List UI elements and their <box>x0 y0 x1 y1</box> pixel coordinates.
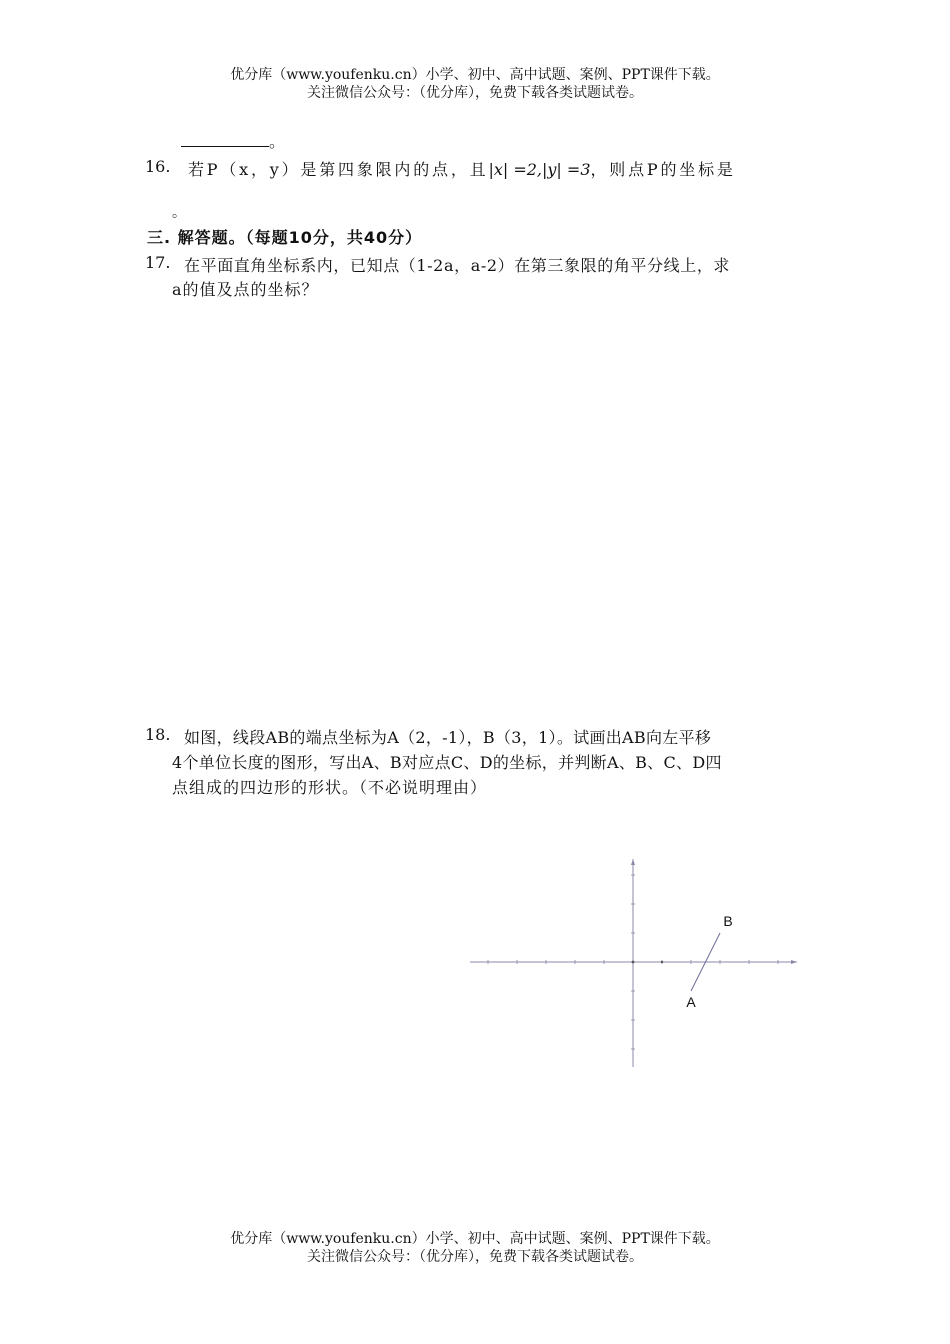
point-b-label: B <box>723 913 733 929</box>
section-3-title: 三. 解答题。（每题10分，共40分） <box>147 228 423 247</box>
axes <box>465 855 805 1070</box>
page-header <box>0 66 950 102</box>
q17-number: 17. <box>145 253 171 272</box>
footer-line-1: 优分库（www.youfenku.cn）小学、初中、高中试题、案例、PPT课件下载。 <box>230 1231 720 1247</box>
q17-line-1: 在平面直角坐标系内，已知点（1-2a，a-2）在第三象限的角平分线上，求 <box>184 256 731 275</box>
unit-dot <box>661 961 663 963</box>
q18-line-2: 4个单位长度的图形，写出A、B对应点C、D的坐标，并判断A、B、C、D四 <box>172 753 722 772</box>
q16-number: 16. <box>145 157 171 176</box>
origin-dot <box>632 961 635 964</box>
q15-answer-blank <box>181 129 286 152</box>
q16-tail: 。 <box>172 205 187 221</box>
q18-line-3: 点组成的四边形的形状。（不必说明理由） <box>172 778 488 797</box>
header-line-1: 优分库（www.youfenku.cn）小学、初中、高中试题、案例、PPT课件下载。 <box>230 67 720 83</box>
q16-text <box>188 157 736 180</box>
q18-number: 18. <box>145 725 171 744</box>
y-axis-arrow <box>631 859 635 865</box>
q17-line-2: a的值及点的坐标？ <box>172 280 319 299</box>
q18-line-1: 如图，线段AB的端点坐标为A（2，-1），B（3，1）。试画出AB向左平移 <box>184 728 712 747</box>
q16-text-before: 若P（x，y）是第四象限内的点，且 <box>188 160 489 179</box>
page-footer <box>0 1230 950 1266</box>
answer-blank-line <box>181 132 269 147</box>
footer-line-2: 关注微信公众号：（优分库），免费下载各类试题试卷。 <box>307 1249 643 1265</box>
header-line-2: 关注微信公众号：（优分库），免费下载各类试题试卷。 <box>307 85 643 101</box>
x-axis-arrow <box>791 960 797 964</box>
coordinate-figure <box>465 855 805 1070</box>
point-a-label: A <box>686 994 696 1010</box>
q16-text-after: ，则点P的坐标是 <box>590 160 736 179</box>
q16-math: |x| =2,|y| =3 <box>488 160 591 179</box>
q15-tail: 。 <box>269 132 287 151</box>
